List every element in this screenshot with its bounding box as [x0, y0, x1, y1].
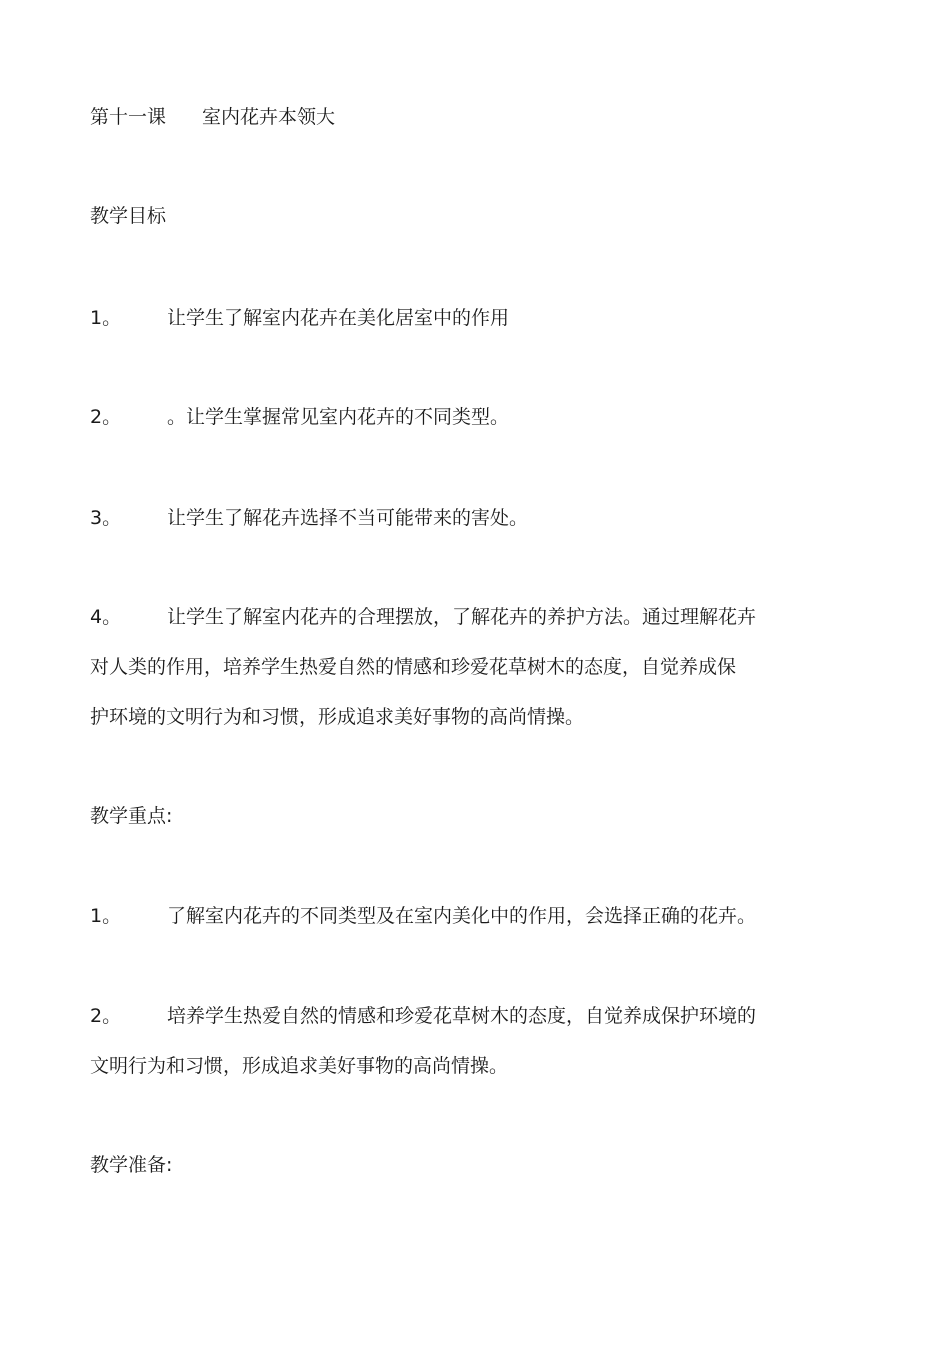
objective-1-number: 1。 [90, 307, 122, 329]
objective-2-text: 。让学生掌握常见室内花卉的不同类型。 [167, 406, 510, 428]
key-point-2-number: 2。 [90, 1005, 122, 1027]
lesson-title: 室内花卉本领大 [202, 106, 336, 128]
key-point-2-text-line-2: 文明行为和习惯，形成追求美好事物的高尚情操。 [90, 1055, 509, 1077]
lesson-number: 第十一课 [90, 106, 167, 128]
key-point-1-text: 了解室内花卉的不同类型及在室内美化中的作用，会选择正确的花卉。 [167, 905, 757, 927]
objective-3-number: 3。 [90, 507, 122, 529]
key-points-heading: 教学重点: [90, 805, 173, 827]
objectives-heading: 教学目标 [90, 205, 167, 227]
objective-4-text-line-2: 对人类的作用，培养学生热爱自然的情感和珍爱花草树木的态度，自觉养成保 [90, 656, 737, 678]
objective-2-number: 2。 [90, 406, 122, 428]
preparation-heading: 教学准备: [90, 1154, 173, 1176]
objective-4-text-line-3: 护环境的文明行为和习惯，形成追求美好事物的高尚情操。 [90, 706, 585, 728]
objective-4-text-line-1: 让学生了解室内花卉的合理摆放，了解花卉的养护方法。通过理解花卉 [167, 606, 757, 628]
key-point-1-number: 1。 [90, 905, 122, 927]
key-point-2-text-line-1: 培养学生热爱自然的情感和珍爱花草树木的态度，自觉养成保护环境的 [167, 1005, 757, 1027]
objective-3-text: 让学生了解花卉选择不当可能带来的害处。 [167, 507, 529, 529]
objective-4-number: 4。 [90, 606, 122, 628]
objective-1-text: 让学生了解室内花卉在美化居室中的作用 [167, 307, 510, 329]
